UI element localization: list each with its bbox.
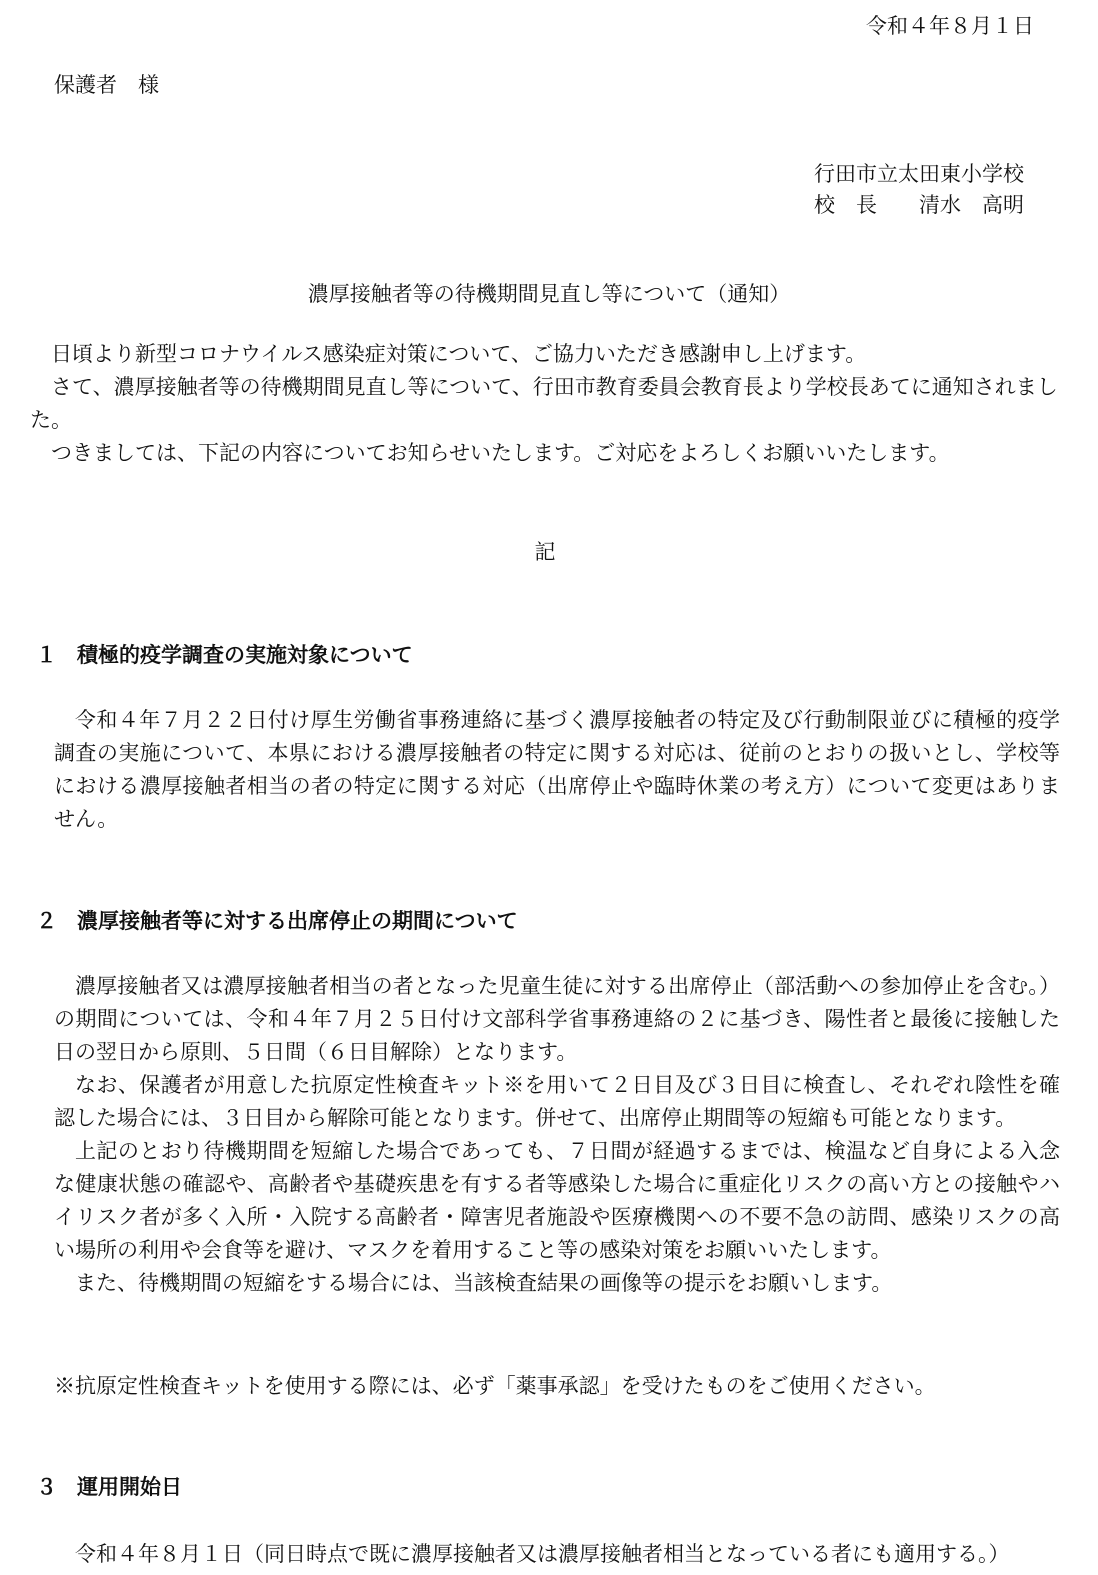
- section-number: ２: [36, 908, 57, 933]
- section-number: ３: [36, 1474, 57, 1499]
- section-heading-text: 積極的疫学調査の実施対象について: [77, 642, 413, 667]
- section-1-heading: [36, 638, 413, 671]
- recipient: 保護者 様: [54, 73, 159, 97]
- section-3-heading: [36, 1470, 182, 1503]
- section-2-heading: [36, 904, 518, 937]
- issuer-block: [814, 158, 1024, 220]
- section-2-note: ※抗原定性検査キットを使用する際には、必ず「薬事承認」を受けたものをご使用ください。: [54, 1374, 936, 1398]
- ki-heading: 記: [534, 540, 556, 564]
- section-number: １: [36, 642, 57, 667]
- section-paragraph: また、待機期間の短縮をする場合には、当該検査結果の画像等の提示をお願いします。: [75, 1271, 893, 1295]
- section-paragraph: 濃厚接触者又は濃厚接触者相当の者となった児童生徒に対する出席停止（部活動への参加停止を含む。）の期間については、令和４年７月２５日付け文部科学省事務連絡の２に基づき、陽性者と最後に接触した日の翌日から原則、５日間（６日目解除）となります。: [54, 974, 1060, 1064]
- section-paragraph: なお、保護者が用意した抗原定性検査キット※を用いて２日目及び３日目に検査し、それぞれ陰性を確認した場合には、３日目から解除可能となります。併せて、出席停止期間等の短縮も可能となります。: [54, 1073, 1060, 1130]
- intro-text: [30, 338, 1060, 470]
- school-name: 行田市立太田東小学校: [814, 162, 1024, 186]
- document-date: 令和４年８月１日: [866, 14, 1034, 38]
- principal-name: 校 長 清水 高明: [814, 193, 1024, 217]
- intro-paragraph: つきましては、下記の内容についてお知らせいたします。ご対応をよろしくお願いいたします。: [51, 441, 950, 465]
- section-1-body: [54, 704, 1060, 836]
- section-heading-text: 運用開始日: [77, 1474, 182, 1499]
- section-3-body: [54, 1538, 1060, 1571]
- document-title: 濃厚接触者等の待機期間見直し等について（通知）: [307, 282, 791, 306]
- section-paragraph: 令和４年７月２２日付け厚生労働省事務連絡に基づく濃厚接触者の特定及び行動制限並びに積極的疫学調査の実施について、本県における濃厚接触者の特定に関する対応は、従前のとおりの扱いとし、学校等における濃厚接触者相当の者の特定に関する対応（出席停止や臨時休業の考え方）について変更はありません。: [54, 708, 1060, 831]
- intro-paragraph: 日頃より新型コロナウイルス感染症対策について、ご協力いただき感謝申し上げます。: [51, 342, 867, 366]
- section-paragraph: 令和４年８月１日（同日時点で既に濃厚接触者又は濃厚接触者相当となっている者にも適用する。）: [75, 1542, 1010, 1566]
- section-heading-text: 濃厚接触者等に対する出席停止の期間について: [77, 908, 518, 933]
- section-paragraph: 上記のとおり待機期間を短縮した場合であっても、７日間が経過するまでは、検温など自身による入念な健康状態の確認や、高齢者や基礎疾患を有する者等感染した場合に重症化リスクの高い方との接触やハイリスク者が多く入所・入院する高齢者・障害児者施設や医療機関への不要不急の訪問、感染リスクの高い場所の利用や会食等を避け、マスクを着用すること等の感染対策をお願いいたします。: [54, 1139, 1060, 1262]
- section-2-body: [54, 970, 1060, 1300]
- intro-paragraph: さて、濃厚接触者等の待機期間見直し等について、行田市教育委員会教育長より学校長あてに通知されました。: [30, 375, 1058, 432]
